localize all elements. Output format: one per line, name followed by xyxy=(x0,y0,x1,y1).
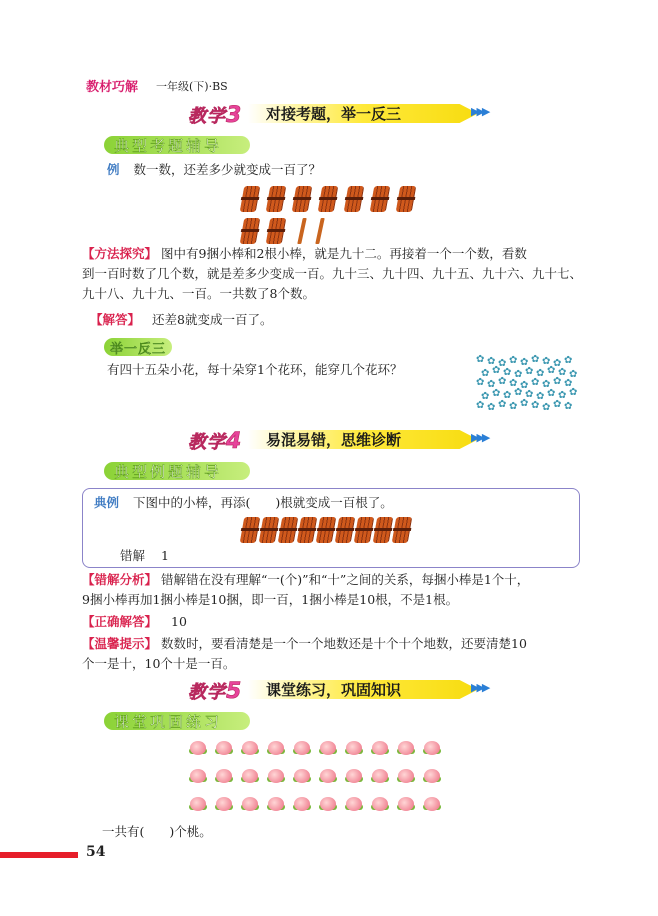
flower-icon: ✿ xyxy=(558,367,567,378)
flower-icon: ✿ xyxy=(531,400,540,411)
flower-icon: ✿ xyxy=(536,391,545,402)
flower-icon: ✿ xyxy=(514,369,523,380)
subheader-classroom-practice: 课堂巩固练习 xyxy=(104,710,254,732)
flower-icon: ✿ xyxy=(531,377,540,388)
flower-icon: ✿ xyxy=(547,365,556,376)
peach-icon xyxy=(292,738,312,756)
book-title: 教材巧解 xyxy=(86,80,139,95)
flower-icon: ✿ xyxy=(569,387,578,398)
book-subtitle: 一年级(下)·BS xyxy=(156,80,228,93)
peach-icon xyxy=(240,794,260,812)
footer-bar xyxy=(0,852,78,858)
flower-icon: ✿ xyxy=(553,358,562,369)
flower-icon: ✿ xyxy=(553,376,562,387)
section-banner-5: 教学5 课堂练习，巩固知识 ▶▶▶ xyxy=(188,679,488,704)
peach-icon xyxy=(188,794,208,812)
flower-icon: ✿ xyxy=(536,368,545,379)
peach-icon xyxy=(318,738,338,756)
section-banner-title: 对接考题，举一反三 xyxy=(266,105,402,123)
flower-icon: ✿ xyxy=(503,390,512,401)
flower-icon: ✿ xyxy=(531,354,540,365)
peach-icon xyxy=(396,738,416,756)
flower-icon: ✿ xyxy=(564,378,573,389)
flower-icon: ✿ xyxy=(498,376,507,387)
peach-icon xyxy=(344,738,364,756)
peach-icon xyxy=(422,766,442,784)
example-line-4: 典例 下图中的小棒，再添( )根就变成一百根了。 xyxy=(94,495,393,510)
peach-icon xyxy=(344,794,364,812)
flower-icon: ✿ xyxy=(509,355,518,366)
correct-answer: 【正确解答】 10 xyxy=(82,614,187,629)
peach-icon xyxy=(396,766,416,784)
example-line xyxy=(107,160,321,180)
flower-icon: ✿ xyxy=(487,402,496,413)
flower-icon: ✿ xyxy=(520,357,529,368)
section-banner-3: 教学3 对接考题，举一反三 ▶▶▶ xyxy=(188,103,488,128)
flower-icon: ✿ xyxy=(558,390,567,401)
peach-icon xyxy=(318,794,338,812)
flower-icon: ✿ xyxy=(525,389,534,400)
peach-icon xyxy=(266,794,286,812)
peach-question: 一共有( )个桃。 xyxy=(102,824,212,839)
flower-icon: ✿ xyxy=(492,365,501,376)
section-banner-title: 课堂练习，巩固知识 xyxy=(266,681,402,699)
flower-icon: ✿ xyxy=(487,379,496,390)
peach-icon xyxy=(370,766,390,784)
flower-icon: ✿ xyxy=(553,399,562,410)
arrows-icon: ▶▶▶ xyxy=(471,431,488,444)
subheader-typical-exam: 典型考题辅导 xyxy=(104,134,254,156)
flower-icon: ✿ xyxy=(498,399,507,410)
flower-icon: ✿ xyxy=(547,388,556,399)
peach-icon xyxy=(422,794,442,812)
analysis-paragraph: 【错解分析】 错解错在没有理解“一(个)”和“十”之间的关系，每捆小棒是1个十， 9捆小棒再加1捆小棒是10捆，即一百，1捆小棒是10根，不是1根。 xyxy=(82,572,530,607)
flower-icon: ✿ xyxy=(520,380,529,391)
sticks-figure-9 xyxy=(242,517,422,547)
peach-icon xyxy=(370,738,390,756)
peach-icon xyxy=(214,794,234,812)
example-label: 例 xyxy=(107,162,120,177)
flower-icon: ✿ xyxy=(481,391,490,402)
wrong-answer: 错解 1 xyxy=(120,548,169,563)
flower-icon: ✿ xyxy=(564,401,573,412)
arrows-icon: ▶▶▶ xyxy=(471,681,488,694)
flower-icon: ✿ xyxy=(569,369,578,380)
peach-icon xyxy=(214,766,234,784)
answer-line: 【解答】 还差8就变成一百了。 xyxy=(90,312,273,327)
peach-icon xyxy=(292,794,312,812)
peach-icon xyxy=(344,766,364,784)
practice-badge: 举一反三 xyxy=(104,338,172,356)
flower-icon: ✿ xyxy=(503,367,512,378)
peach-icon xyxy=(318,766,338,784)
flower-icon: ✿ xyxy=(514,387,523,398)
peach-icon xyxy=(240,738,260,756)
peach-icon xyxy=(396,794,416,812)
flower-icon: ✿ xyxy=(542,379,551,390)
flowers-figure xyxy=(476,356,580,412)
peach-icon xyxy=(240,766,260,784)
flower-icon: ✿ xyxy=(564,355,573,366)
flower-icon: ✿ xyxy=(487,356,496,367)
peach-icon xyxy=(188,766,208,784)
peach-icon xyxy=(214,738,234,756)
peach-icon xyxy=(422,738,442,756)
flower-icon: ✿ xyxy=(476,377,485,388)
flower-icon: ✿ xyxy=(542,356,551,367)
example-question: 数一数，还差多少就变成一百了？ xyxy=(133,162,322,177)
method-paragraph: 【方法探究】 图中有9捆小棒和2根小棒，就是九十二。再接着一个一个数，看数 到一百时数了几个数，就是差多少变成一百。九十三、九十四、九十五、九十六、九十七、 九十八、九十九、一百。一共数了8个数。 xyxy=(82,246,583,301)
section-banner-title: 易混易错，思维诊断 xyxy=(266,431,402,449)
peaches-figure xyxy=(188,738,448,822)
flower-icon: ✿ xyxy=(481,368,490,379)
flower-icon: ✿ xyxy=(509,401,518,412)
arrows-icon: ▶▶▶ xyxy=(471,105,488,118)
peach-icon xyxy=(266,738,286,756)
flower-icon: ✿ xyxy=(542,402,551,413)
flower-icon: ✿ xyxy=(476,354,485,365)
flower-icon: ✿ xyxy=(476,400,485,411)
flower-icon: ✿ xyxy=(492,388,501,399)
flower-icon: ✿ xyxy=(498,358,507,369)
section-banner-4: 教学4 易混易错，思维诊断 ▶▶▶ xyxy=(188,429,488,454)
flower-icon: ✿ xyxy=(525,366,534,377)
subheader-typical-example: 典型例题辅导 xyxy=(104,460,254,482)
sticks-figure xyxy=(242,186,422,246)
flower-icon: ✿ xyxy=(509,378,518,389)
peach-icon xyxy=(188,738,208,756)
practice-question: 有四十五朵小花，每十朵穿1个花环，能穿几个花环？ xyxy=(107,362,403,377)
page-number: 54 xyxy=(86,844,106,860)
peach-icon xyxy=(370,794,390,812)
tip-paragraph: 【温馨提示】 数数时，要看清楚是一个一个地数还是十个十个地数，还要清楚10 个一是十，10个十是一百。 xyxy=(82,636,527,671)
peach-icon xyxy=(292,766,312,784)
flower-icon: ✿ xyxy=(520,398,529,409)
peach-icon xyxy=(266,766,286,784)
